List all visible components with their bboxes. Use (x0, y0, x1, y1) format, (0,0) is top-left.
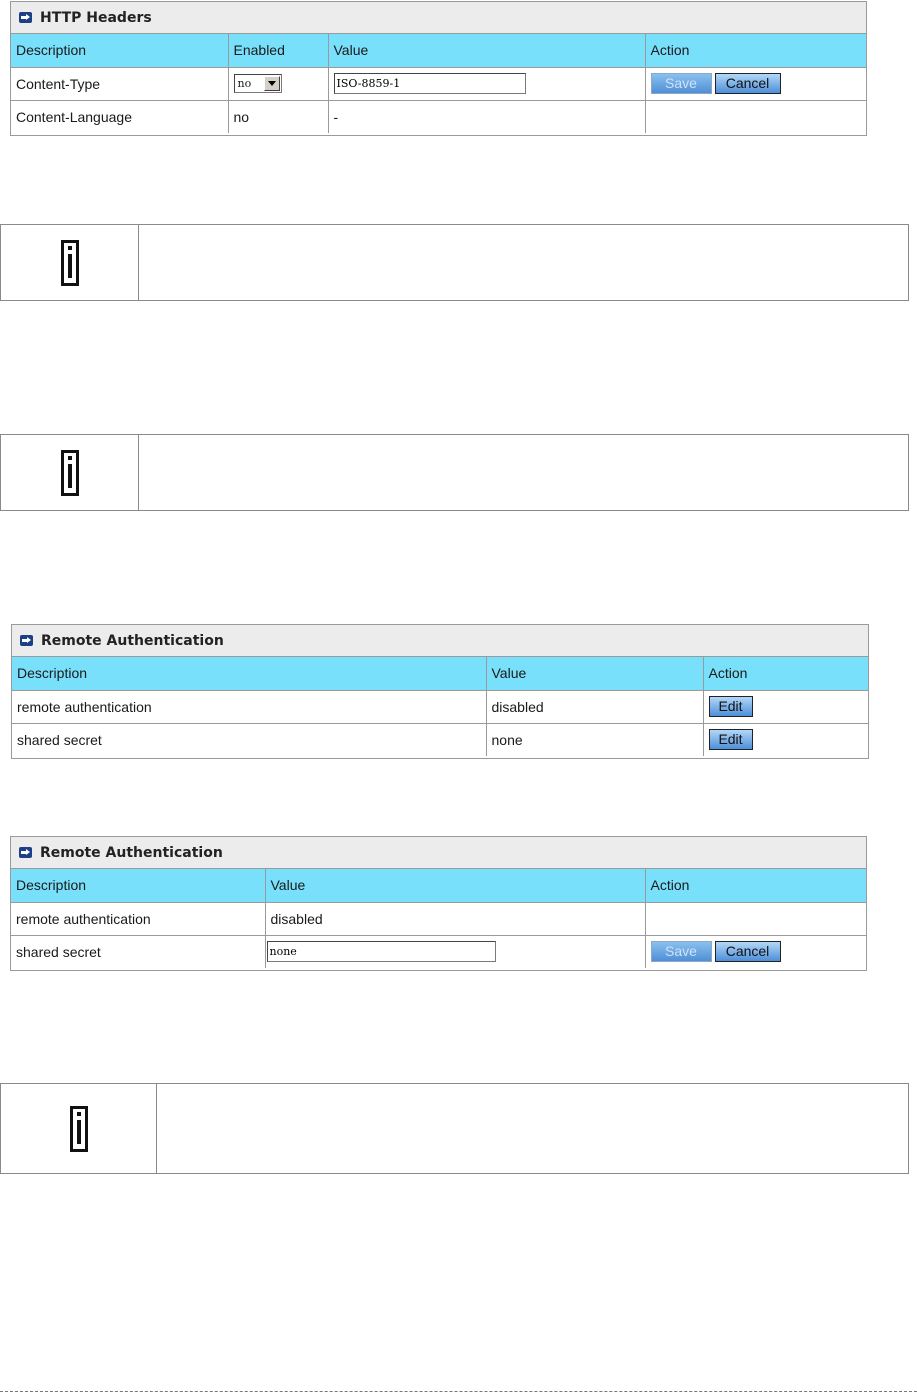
row-description: Content-Language (11, 100, 228, 133)
panel-title-bar (11, 837, 866, 869)
note-box (0, 1083, 909, 1174)
row-description: remote authentication (11, 902, 265, 935)
row-value: - (328, 100, 645, 133)
table-row (11, 902, 866, 935)
column-header-value: Value (486, 657, 703, 690)
row-value: none (486, 723, 703, 756)
row-value: disabled (265, 902, 645, 935)
panel-title-bar (12, 625, 868, 657)
arrow-right-icon (19, 847, 32, 858)
column-header-action: Action (645, 34, 866, 67)
edit-button[interactable]: Edit (709, 696, 753, 717)
table-header-row (11, 869, 866, 902)
content-type-value-input[interactable] (334, 73, 526, 94)
http-headers-table (11, 34, 866, 133)
panel-title: Remote Authentication (40, 844, 223, 861)
action-cell (645, 67, 866, 100)
panel-title: Remote Authentication (41, 632, 224, 649)
row-action-empty (645, 902, 866, 935)
info-icon (61, 450, 79, 496)
panel-title: HTTP Headers (40, 9, 152, 26)
info-icon (70, 1106, 88, 1152)
column-header-value: Value (328, 34, 645, 67)
shared-secret-input[interactable] (267, 941, 496, 962)
table-row (12, 690, 868, 723)
row-description: Content-Type (11, 67, 228, 100)
row-description: shared secret (12, 723, 486, 756)
table-header-row (12, 657, 868, 690)
note-icon-cell (1, 435, 139, 510)
page-divider (0, 1391, 917, 1392)
table-header-row (11, 34, 866, 67)
cancel-button[interactable]: Cancel (715, 73, 781, 94)
table-row (11, 935, 866, 968)
row-description: shared secret (11, 935, 265, 968)
column-header-enabled: Enabled (228, 34, 328, 67)
info-icon (61, 240, 79, 286)
table-row (11, 67, 866, 100)
save-button[interactable]: Save (651, 941, 712, 962)
value-cell (328, 67, 645, 100)
action-cell (645, 935, 866, 968)
note-box (0, 434, 909, 511)
cancel-button[interactable]: Cancel (715, 941, 781, 962)
column-header-action: Action (703, 657, 868, 690)
row-enabled: no (228, 100, 328, 133)
http-headers-panel (10, 1, 867, 136)
note-box (0, 224, 909, 301)
remote-auth-view-panel (11, 624, 869, 759)
row-action-empty (645, 100, 866, 133)
column-header-description: Description (11, 34, 228, 67)
table-row (11, 100, 866, 133)
remote-auth-edit-panel (10, 836, 867, 971)
note-icon-cell (1, 1084, 157, 1173)
chevron-down-icon[interactable] (264, 76, 280, 91)
arrow-right-icon (20, 635, 33, 646)
column-header-action: Action (645, 869, 866, 902)
save-button[interactable]: Save (651, 73, 712, 94)
remote-auth-view-table (12, 657, 868, 756)
enabled-cell (228, 67, 328, 100)
row-value: disabled (486, 690, 703, 723)
action-cell (703, 723, 868, 756)
note-text (157, 1084, 908, 1173)
action-cell (703, 690, 868, 723)
value-cell (265, 935, 645, 968)
column-header-value: Value (265, 869, 645, 902)
column-header-description: Description (11, 869, 265, 902)
arrow-right-icon (19, 12, 32, 23)
column-header-description: Description (12, 657, 486, 690)
enabled-select-value: no (237, 77, 252, 90)
row-description: remote authentication (12, 690, 486, 723)
panel-title-bar (11, 2, 866, 34)
table-row (12, 723, 868, 756)
note-text (139, 225, 908, 300)
note-icon-cell (1, 225, 139, 300)
edit-button[interactable]: Edit (709, 729, 753, 750)
enabled-select[interactable] (234, 74, 282, 93)
remote-auth-edit-table (11, 869, 866, 968)
note-text (139, 435, 908, 510)
